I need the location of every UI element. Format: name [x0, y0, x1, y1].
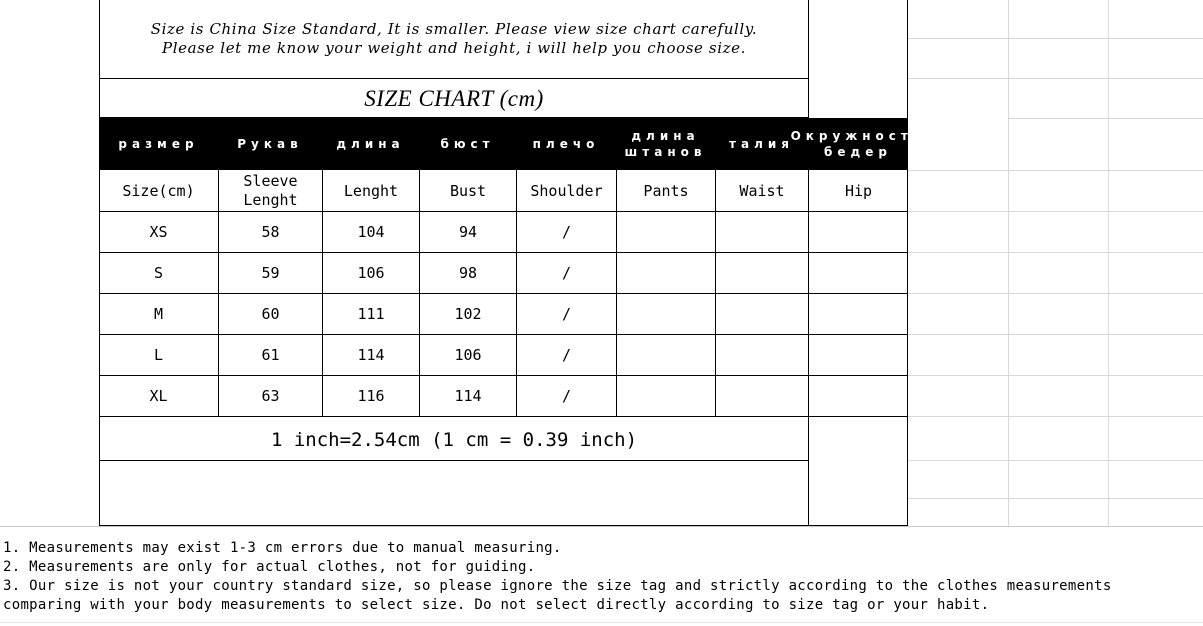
cell-shoulder: /: [561, 222, 572, 241]
cell-waist: [716, 212, 808, 252]
ru-header-size: размер: [118, 137, 199, 151]
header-shoulder: Shoulder: [530, 181, 603, 200]
cell-bust: 114: [454, 386, 482, 405]
divider: [99, 416, 908, 417]
cell-waist: [716, 335, 808, 375]
cell-bust: 102: [454, 304, 482, 323]
cell-size: L: [153, 345, 164, 364]
divider: [99, 525, 908, 526]
cell-bust: 106: [454, 345, 482, 364]
divider: [808, 0, 809, 118]
ru-header-bust: бюст: [440, 137, 495, 151]
header-bust: Bust: [449, 181, 487, 200]
cell-shoulder: /: [561, 304, 572, 323]
cell-sleeve: 61: [261, 345, 280, 364]
cell-waist: [716, 376, 808, 416]
ru-header-pants: длина штанов: [624, 129, 707, 159]
ru-header-hip: Окружность бедер: [790, 129, 926, 159]
cell-pants: [617, 294, 715, 334]
header-pants: Pants: [643, 181, 689, 200]
cell-shoulder: /: [561, 386, 572, 405]
ru-header-length: длина: [336, 137, 405, 151]
ru-header-sleeve: Рукав: [237, 137, 303, 151]
cell-pants: [617, 212, 715, 252]
cell-sleeve: 63: [261, 386, 280, 405]
cell-sleeve: 58: [261, 222, 280, 241]
note-line: 2. Measurements are only for actual clothes, not for guiding.: [3, 559, 536, 575]
note-line: comparing with your body measurements to select size. Do not select directly according to size tag or your habit.: [3, 597, 990, 613]
cell-size: XS: [149, 222, 168, 241]
header-waist: Waist: [739, 181, 785, 200]
header-length: Lenght: [343, 181, 399, 200]
cell-length: 116: [357, 386, 385, 405]
chart-title: SIZE CHART (cm): [364, 86, 544, 111]
cell-pants: [617, 253, 715, 293]
notice-line: Please let me know your weight and height, i will help you choose size.: [162, 39, 746, 57]
cell-length: 104: [357, 222, 385, 241]
ru-header-shoulder: плечо: [532, 137, 600, 151]
cell-length: 114: [357, 345, 385, 364]
note-line: 3. Our size is not your country standard size, so please ignore the size tag and strictly according to the clothes measurements: [3, 578, 1112, 594]
cell-sleeve: 60: [261, 304, 280, 323]
header-size: Size(cm): [122, 181, 195, 200]
cell-bust: 98: [458, 263, 478, 282]
cell-shoulder: /: [561, 263, 572, 282]
cell-waist: [716, 294, 808, 334]
cell-hip: [809, 335, 908, 375]
ru-header-waist: талия: [729, 137, 794, 151]
cell-length: 106: [357, 263, 385, 282]
cell-hip: [809, 212, 908, 252]
cell-size: S: [153, 263, 164, 282]
cell-shoulder: /: [561, 345, 572, 364]
size-notice: [100, 20, 808, 58]
cell-hip: [809, 376, 908, 416]
unit-conversion: 1 inch=2.54cm (1 cm = 0.39 inch): [270, 429, 638, 451]
notice-line: Size is China Size Standard, It is smaller. Please view size chart carefully.: [150, 20, 758, 38]
cell-waist: [716, 253, 808, 293]
header-hip: Hip: [844, 181, 873, 200]
header-sleeve: Sleeve Lenght: [243, 172, 298, 209]
divider: [99, 78, 809, 79]
cell-sleeve: 59: [261, 263, 280, 282]
cell-bust: 94: [458, 222, 478, 241]
cell-hip: [809, 294, 908, 334]
cell-pants: [617, 376, 715, 416]
cell-size: M: [153, 304, 164, 323]
cell-hip: [809, 253, 908, 293]
notes: [3, 539, 1198, 615]
cell-pants: [617, 335, 715, 375]
cell-size: XL: [149, 386, 168, 405]
note-line: 1. Measurements may exist 1-3 cm errors due to manual measuring.: [3, 540, 562, 556]
cell-length: 111: [357, 304, 385, 323]
